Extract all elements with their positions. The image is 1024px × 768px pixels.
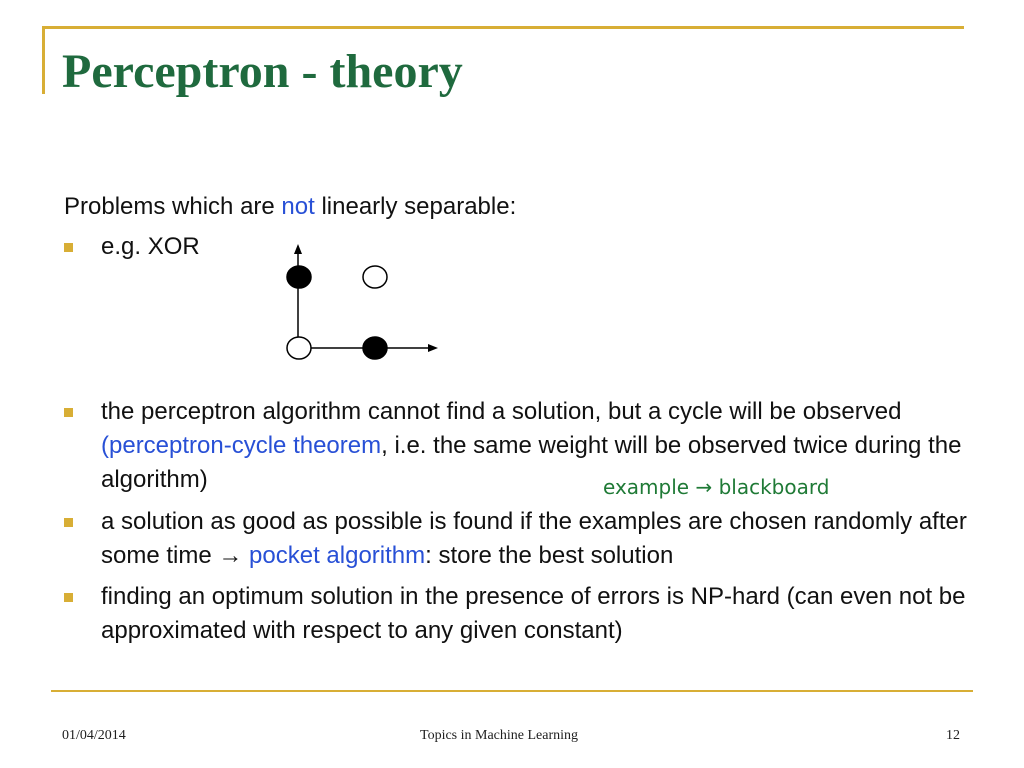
bullet-marker xyxy=(64,243,73,252)
note-after: blackboard xyxy=(712,475,830,499)
blackboard-note xyxy=(603,473,829,501)
footer-rule xyxy=(51,690,973,692)
slide-title: Perceptron - theory xyxy=(62,45,463,98)
footer-date: 01/04/2014 xyxy=(62,728,126,743)
intro-after: linearly separable: xyxy=(314,193,517,220)
bullet-text-part1: a solution as good as possible is found if the examples are chosen randomly after some time xyxy=(101,508,967,569)
bullet-text: e.g. XOR xyxy=(101,233,200,260)
note-before: example xyxy=(603,475,696,499)
intro-before: Problems which are xyxy=(64,193,282,220)
bullet-marker xyxy=(64,593,73,602)
frame-left-rule xyxy=(42,26,45,94)
bullet-text: finding an optimum solution in the presence of errors is NP-hard (can even not be approximated with respect to any given constant) xyxy=(101,583,966,644)
point-1-1-open xyxy=(363,266,387,288)
bullet-text-part1: the perceptron algorithm cannot find a solution, but a cycle will be observed xyxy=(101,398,902,425)
point-0-0-open xyxy=(287,337,311,359)
bullet-text-part2: , i.e. the same weight will be observed twice during the algorithm) xyxy=(101,432,962,493)
bullet-text xyxy=(101,505,991,573)
bullet-text xyxy=(101,395,981,497)
footer-course-title: Topics in Machine Learning xyxy=(420,728,579,743)
point-1-0-filled xyxy=(363,337,387,359)
xor-diagram xyxy=(270,236,450,372)
intro-line xyxy=(64,190,516,224)
intro-highlight: not xyxy=(281,193,315,220)
bullet-text-highlight: pocket algorithm xyxy=(249,542,426,569)
bullet-text-part2: : store the best solution xyxy=(425,542,674,569)
arrow-right-icon: → xyxy=(695,475,713,499)
y-axis xyxy=(294,244,302,348)
bullet-marker xyxy=(64,408,73,417)
footer-page-number: 12 xyxy=(946,728,960,743)
arrow-right-icon: → xyxy=(218,542,243,569)
point-0-1-filled xyxy=(287,266,311,288)
bullet-text-highlight: (perceptron-cycle theorem xyxy=(101,432,382,459)
bullet-marker xyxy=(64,518,73,527)
frame-top-rule xyxy=(42,26,964,29)
